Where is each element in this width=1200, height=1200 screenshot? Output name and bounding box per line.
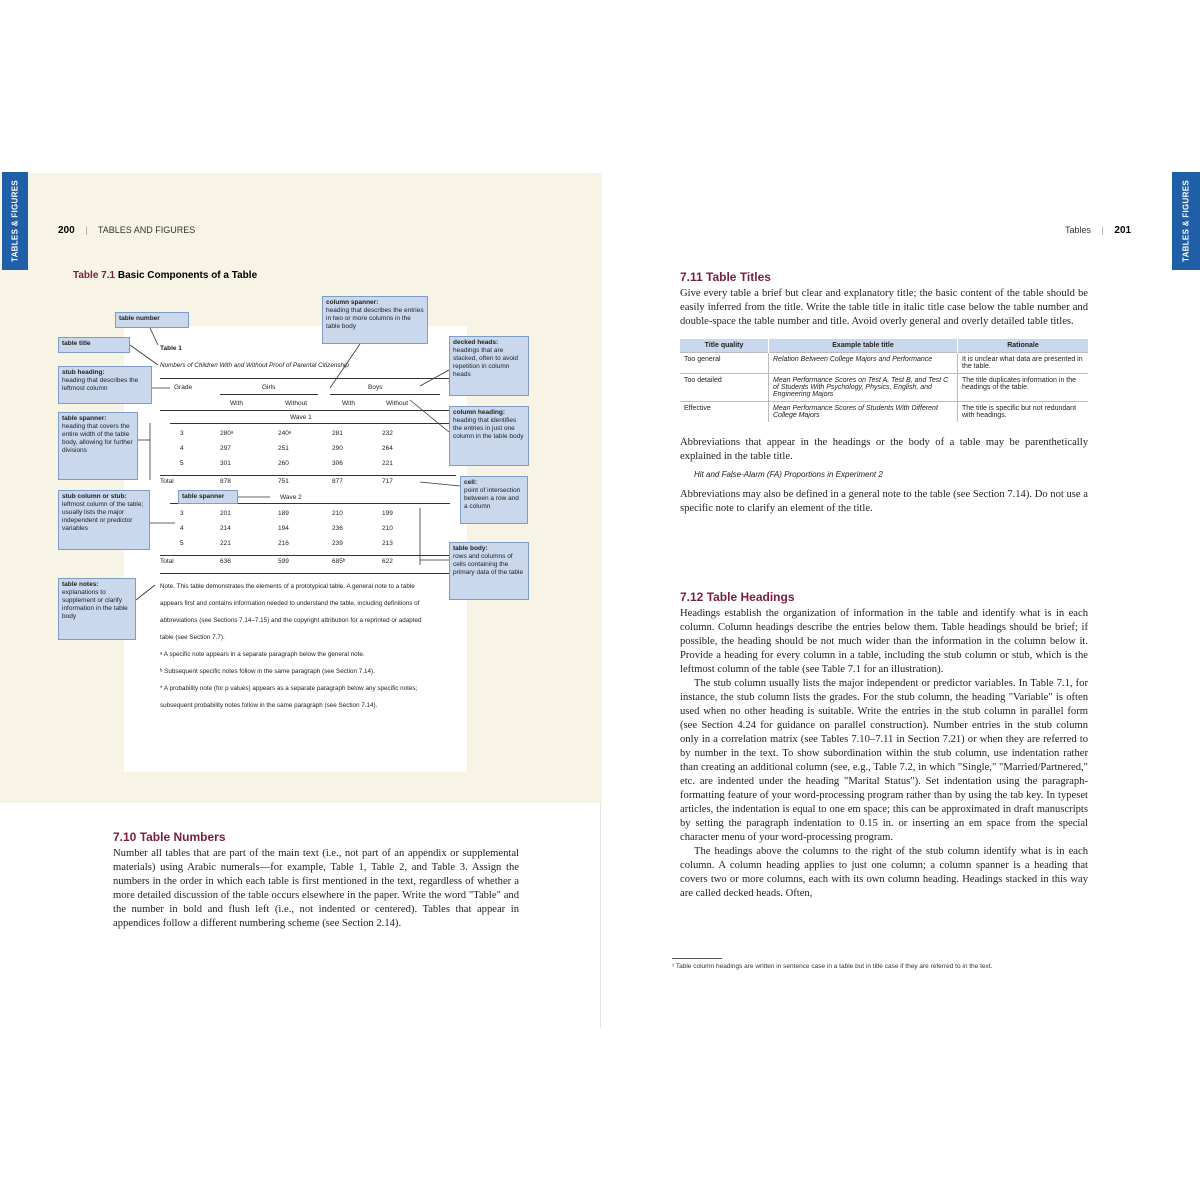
table-row: 5 221 216 239 213 (180, 540, 393, 547)
stub-head: Grade (174, 384, 193, 391)
title-quality-table (680, 339, 1088, 422)
callout-decked-heads: decked heads: headings that are stacked, often to avoid repetition in column heads (449, 336, 529, 396)
callout-column-heading: column heading: heading that identifies the entries in just one column in the table body (449, 406, 529, 466)
callout-table-number: table number (115, 312, 189, 328)
footnote-rule (672, 958, 722, 959)
figure-label: Table 7.1 (73, 270, 116, 281)
wave2-label: Wave 2 (280, 494, 302, 501)
callout-connectors (0, 0, 602, 803)
table-row: Too general Relation Between College Majors and Performance It is unclear what data are presented in the table. (680, 353, 1088, 374)
side-tab-label: TABLES & FIGURES (10, 180, 20, 262)
spanner-girls: Girls (262, 384, 276, 391)
col-head-1: With (230, 400, 243, 407)
example-title: Hit and False-Alarm (FA) Proportions in Experiment 2 (694, 470, 883, 479)
callout-table-spanner-2: table spanner (178, 490, 238, 504)
wave1-label: Wave 1 (290, 414, 312, 421)
paragraph: Headings establish the organization of information in the table and identify what is in each column. Column headings describe the entries below them. Table headings should be brief; if possible, the heading should be not much wider than the information in the column below it. Provide a heading for every column in a table, including the stub column or stub, which is the leftmost column of the table (see Table 7.1 for an illustration). (680, 608, 1088, 675)
specific-note-b: ᵇ Subsequent specific notes follow in the same paragraph (see Section 7.14). (160, 668, 375, 675)
table-row: 4 297 251 290 264 (180, 445, 393, 452)
column-header: Rationale (958, 339, 1089, 353)
probability-note: * A probability note (for p values) appears as a separate paragraph below any specific notes; subsequent probability notes follow in the same paragraph (see Section 7.14). (160, 685, 418, 709)
side-tab-right (1172, 172, 1200, 270)
section-7-11 (680, 270, 1088, 516)
callout-table-spanner: table spanner: heading that covers the entire width of the table body, allowing for further divisions (58, 412, 138, 480)
table-row: Effective Mean Performance Scores of Students With Different College Majors The title is specific but not redundant with headings. (680, 402, 1088, 423)
figure-title-text: Basic Components of a Table (117, 270, 258, 281)
page-number: 201 (1114, 225, 1132, 236)
running-head-left: 200 | TABLES AND FIGURES (58, 225, 196, 236)
section-heading: 7.10 Table Numbers (113, 830, 226, 844)
section-heading: 7.11 Table Titles (680, 270, 771, 284)
running-head-right: Tables | 201 (1065, 225, 1132, 236)
side-tab-label: TABLES & FIGURES (1181, 180, 1191, 262)
col-head-4: Without (386, 400, 409, 407)
section-7-10 (113, 830, 519, 931)
table-row-total: Total 636 599 685ᵇ 622 (160, 555, 456, 574)
example-table-number: Table 1 (160, 345, 182, 352)
table-row: Too detailed Mean Performance Scores on Test A, Test B, and Test C of Students With Psychology, Physics, English, and Engineering Majors The title duplicates information in the headings of the table. (680, 374, 1088, 402)
paragraph: The headings above the columns to the right of the stub column identify what is in each column. A column heading applies to just one column; a column spanner is a heading that covers two or more columns, each with its own column heading. Headings stacked in this way are called decked heads. Often, (680, 846, 1088, 899)
footnote: ¹ Table column headings are written in sentence case in a table but in title case if they are referred to in the text. (672, 963, 993, 970)
table-row: 4 214 194 236 210 (180, 525, 393, 532)
gutter-line (600, 803, 601, 1028)
column-header: Example table title (769, 339, 958, 353)
callout-cell: cell: point of intersection between a row and a column (460, 476, 528, 524)
section-7-12 (680, 590, 1088, 901)
col-head-3: With (342, 400, 355, 407)
page-number: 200 (58, 225, 75, 236)
paragraph: Abbreviations that appear in the headings or the body of a table may be parenthetically explained in the table title. (680, 437, 1088, 462)
table-row: 5 301 260 306 221 (180, 460, 393, 467)
table-row-total: Total 878 751 877 717 (160, 475, 456, 493)
callout-stub-heading: stub heading: heading that describes the leftmost column (58, 366, 152, 404)
paragraph: Give every table a brief but clear and explanatory title; the basic content of the table should be easily inferred from the title. Write the table title in italic title case below the table number and double-space the table number and title. Avoid overly general and overly detailed table titles. (680, 288, 1088, 327)
running-head-text: TABLES AND FIGURES (97, 225, 196, 235)
example-table-title: Numbers of Children With and Without Proof of Parental Citizenship (160, 362, 349, 369)
callout-table-notes: table notes: explanations to supplement or clarify information in the table body (58, 578, 136, 640)
paragraph: Number all tables that are part of the main text (i.e., not part of an appendix or supplemental materials) using Arabic numerals—for example, Table 1, Table 2, and Table 3. Assign the numbers in the order in which each table is first mentioned in the text, regardless of whether a more detailed discussion of the table occurs elsewhere in the paper. Write the word "Table" and the number in bold and flush left (i.e., not indented or centered). Tables that appear in appendices follow a different numbering scheme (see Section 2.14). (113, 848, 519, 929)
paragraph: Abbreviations may also be defined in a general note to the table (see Section 7.14). Do not use a specific note to clarify an element of the title. (680, 489, 1088, 514)
section-heading: 7.12 Table Headings (680, 590, 795, 604)
callout-stub-column: stub column or stub: leftmost column of the table; usually lists the major independent or predictor variables (58, 490, 150, 550)
general-note: Note. This table demonstrates the elements of a prototypical table. A general note to a table appears first and contains information needed to understand the table, including definitions of abbreviations (see Sections 7.14–7.15) and the copyright attribution for a reprinted or adapted table (see Section 7.7). (160, 583, 422, 641)
callout-table-body: table body: rows and columns of cells containing the primary data of the table (449, 542, 529, 600)
paragraph: The stub column usually lists the major independent or predictor variables. In Table 7.1, for instance, the stub column lists the grades. For the stub column, the heading "Variable" is often used when no other heading is suitable. Write the entries in the stub column in parallel form (see Section 4.24 for guidance on parallel construction). Number entries in the stub column only in a correlation matrix (see Tables 7.10–7.11 in Section 7.21) or when they are referred to by number in the text. To show subordination within the stub column, use indentation rather than creating an additional column (see, e.g., Table 7.2, in which "Single," "Married/Partnered," etc. are indented under the heading "Marital Status"). Set indentation using the paragraph-formatting feature of your word-processing program rather than by using the tab key. In typeset articles, the indentation is equal to one em space; this can be approximated in draft manuscripts by setting the paragraph indentation to 0.15 in. or inserting an em space from the special character menu of your word-processing program. (680, 678, 1088, 843)
running-head-text: Tables (1065, 225, 1092, 235)
specific-note-a: ᵃ A specific note appears in a separate paragraph below the general note. (160, 651, 365, 658)
callout-table-title: table title (58, 337, 130, 353)
spanner-boys: Boys (368, 384, 383, 391)
column-header: Title quality (680, 339, 769, 353)
table-row: 3 201 189 210 199 (180, 510, 393, 517)
callout-column-spanner: column spanner: heading that describes the entries in two or more columns in the table body (322, 296, 428, 344)
col-head-2: Without (285, 400, 308, 407)
table-row: 3 280ᵃ 240ᵃ 281 232 (180, 430, 393, 437)
